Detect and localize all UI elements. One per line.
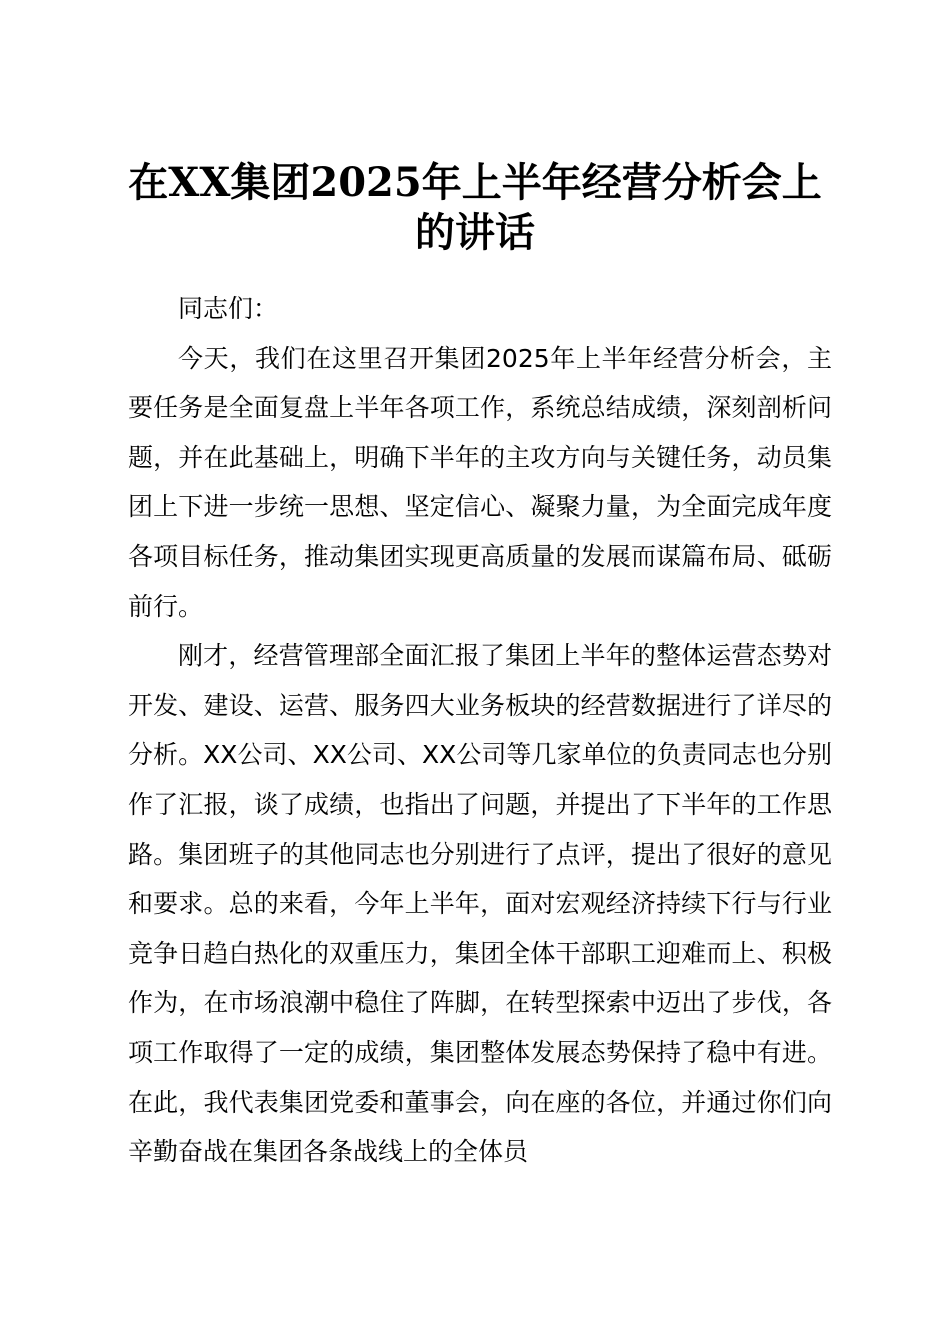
- paragraph-1: 今天，我们在这里召开集团2025年上半年经营分析会，主要任务是全面复盘上半年各项工作，系统总结成绩，深刻剖析问题，并在此基础上，明确下半年的主攻方向与关键任务，动员集团上下进一步统一思想、坚定信心、凝聚力量，为全面完成年度各项目标任务，推动集团实现更高质量的发展而谋篇布局、砥砺前行。: [128, 343, 832, 621]
- salutation: 同志们：: [178, 294, 279, 323]
- paragraph-2: 刚才，经营管理部全面汇报了集团上半年的整体运营态势对开发、建设、运营、服务四大业务板块的经营数据进行了详尽的分析。XX公司、XX公司、XX公司等几家单位的负责同志也分别作了汇报，谈了成绩，也指出了问题，并提出了下半年的工作思路。集团班子的其他同志也分别进行了点评，提出了很好的意见和要求。总的来看，今年上半年，面对宏观经济持续下行与行业竞争日趋白热化的双重压力，集团全体干部职工迎难而上、积极作为，在市场浪潮中稳住了阵脚，在转型探索中迈出了步伐，各项工作取得了一定的成绩，集团整体发展态势保持了稳中有进。在此，我代表集团党委和董事会，向在座的各位，并通过你们向辛勤奋战在集团各条战线上的全体员: [128, 641, 832, 1167]
- document-title: 在XX集团2025年上半年经营分析会上的讲话: [128, 159, 822, 256]
- document-body: [128, 284, 832, 1177]
